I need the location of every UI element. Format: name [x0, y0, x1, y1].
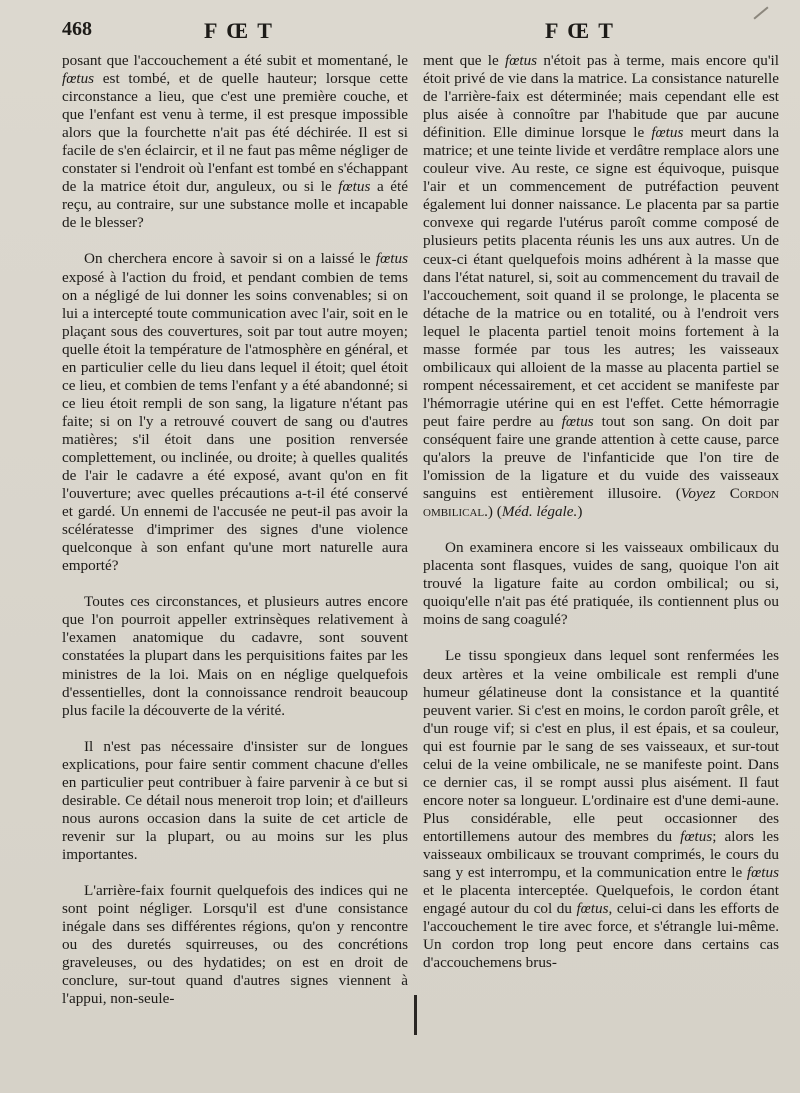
gutter-mark — [414, 995, 417, 1035]
italic-run: fœtus — [561, 412, 594, 430]
text-run: exposé à l'action du froid, et pendant combien de tems on a négligé de lui donner les soins convenables; si on lui a intercepté toute communication avec l'air, soit en le plaçant sous des couvertures, soit par tout autre moyen; quelle étoit la température de l'atmosphère en général, et en particulier celle du lieu dans lequel il étoit; quel étoit ce lieu, et combien de tems l'enfant y a été abandonné; si ce lieu étoit rempli de son sang, la ligature n'étant pas faite; si on l'y a retrouvé couvert de sang ou d'autres matières; s'il étoit dans une position renversée complettement, ou inclinée, ou droite; à quelles qualités de l'air le cadavre a été exposé, avant qu'on en fit l'ouverture; avec quelles précautions a-t-il été conservé et gardé. Un ennemi de l'accusée ne peut-il pas avoir la scélératesse d'imprimer des signes d'une violence quelconque à son enfant qu'une mort naturelle aura emporté? — [62, 268, 408, 575]
text-run: tout son sang. On doit par conséquent faire une grande attention à cette cause, parce qu'alors la preuve de l'infanticide que l'on tire de l'omission de la ligature et du vuide des vaisseaux sanguins est entièrement illusoire. ( — [423, 412, 779, 503]
text-run: .) ( — [484, 503, 502, 521]
left-running-head: F Œ T — [204, 18, 274, 43]
text-run: n'étoit pas à terme, mais encore qu'il étoit privé de vie dans la matrice. La consistance naturelle de l'arrière-faix est déterminée; mais cependant elle est plus aisée à connoître par l'habitude que par aucune définition. Elle diminue lorsque le — [423, 52, 779, 142]
italic-run: fœtus — [746, 864, 779, 882]
paragraph — [62, 250, 408, 575]
paragraph — [423, 52, 779, 521]
text-run: ment que le — [423, 52, 505, 69]
italic-run: fœtus — [651, 124, 684, 142]
paragraph — [62, 593, 408, 719]
italic-run: fœtus — [576, 900, 609, 918]
text-run: On examinera encore si les vaisseaux ombilicaux du placenta sont flasques, vuides de sang, quoique l'on ait trouvé la ligature faite au cordon ombilical; ou si, quoiqu'elle n'ait pas été pratiquée, ils contiennent plus ou moins de sang coagulé? — [423, 539, 779, 629]
paragraph — [423, 647, 779, 972]
text-run: On cherchera encore à savoir si on a laissé le — [84, 250, 376, 268]
right-running-head: F Œ T — [545, 18, 615, 43]
italic-run: fœtus — [505, 52, 538, 69]
italic-run: fœtus — [375, 250, 408, 268]
paragraph — [423, 539, 779, 629]
text-run: est tombé, et de quelle hauteur; lorsque cette circonstance a lieu, que c'est une première couche, et que l'enfant est venu à terme, il est presque impossible alors que la fourchette n'ait pas été déchirée. Il est si facile de s'en éclaircir, et il ne faut pas même négliger de constater si l'endroit où l'enfant est tombé en s'échappant de la matrice étoit dur, anguleux, ou si le — [62, 70, 408, 196]
text-run: Toutes ces circonstances, et plusieurs autres encore que l'on pourroit appeller extrinsèques relativement à l'examen anatomique du cadavre, sont souvent constatées la plupart dans les perquisitions faites par les ministres de la loi. Mais on en néglige quelquefois d'essentielles, dont la connoissance rendroit beaucoup plus facile la découverte de la vérité. — [62, 593, 408, 719]
text-run: , celui-ci dans les efforts de l'accouchement le tire avec force, et s'étrangle lui-même. Un cordon trop long peut encore dans certains cas d'accouchemens brus- — [423, 900, 779, 972]
italic-run: Méd. légale. — [501, 503, 578, 521]
text-run — [715, 485, 729, 502]
text-run: Le tissu spongieux dans lequel sont renfermées les deux artères et la veine ombilicale est rempli d'une humeur gélatineuse dont la consistance et la quantité peuvent varier. Si c'est en moins, le cordon paroît grêle, et d'un rouge vif; si c'est en plus, il est épais, et sa couleur, qui est fournie par le sang de ses vaisseaux, et sur-tout celui de la veine ombilicale, ne se manifeste point. Dans ce dernier cas, il se rompt aussi plus aisément. Il faut encore noter sa longueur. L'ordinaire est d'une demi-aune. Plus considérable, elle peut occasionner des entortillemens autour des membres du — [423, 647, 779, 845]
italic-run: fœtus — [680, 827, 713, 845]
text-run: Cordon ombilical — [423, 485, 780, 521]
right-column — [423, 52, 779, 972]
italic-run: Voyez — [680, 485, 716, 503]
paragraph — [62, 52, 408, 232]
text-run: meurt dans la matrice; et une teinte livide et verdâtre remplace alors une couleur vive. Au reste, ce signe est équivoque, puisque l'air et un commencement de putréfaction peuvent également lui donner naissance. Le placenta par sa partie convexe qui regarde l'utérus paroît comme composé de plusieurs petits placenta réunis les uns aux autres. Un de ceux-ci étant quelquefois moins adhérent à la masse que dans l'état naturel, si, soit au commencement du travail de l'accouchement, soit quand il se prolonge, le placenta se détache de la matrice ou en totalité, ou à l'endroit vers lequel le placenta partiel tenoit moins fortement à la masse formée par tous les autres; les vaisseaux ombilicaux qui alloient de la masse au placenta partiel se rompent nécessairement, et cet accident se manifeste par l'hémorragie utérine qui en est l'effet. Cette hémorragie peut faire perdre au — [423, 124, 779, 430]
paragraph — [62, 882, 408, 1008]
text-run: posant que l'accouchement a été subit et momentané, le — [62, 52, 408, 69]
running-header — [62, 18, 764, 48]
text-run: a été reçu, au contraire, sur une substance molle et incapable de le blesser? — [62, 178, 408, 232]
paragraph — [62, 738, 408, 864]
text-run: et le placenta interceptée. Quelquefois, le cordon étant engagé autour du col du — [423, 882, 779, 918]
italic-run: fœtus — [338, 178, 371, 196]
italic-run: fœtus — [62, 70, 95, 88]
text-run: ) — [577, 503, 583, 521]
text-run: L'arrière-faix fournit quelquefois des indices qui ne sont point négliger. Lorsqu'il est d'une consistance inégale dans ses différentes régions, qu'on y rencontre ou des duretés squirreuses, ou des concrétions graveleuses, ou des hydatides; on est en droit de conclure, sur-tout quand d'autres signes viennent à l'appui, non-seule- — [62, 881, 408, 1008]
text-run: Il n'est pas nécessaire d'insister sur de longues explications, pour faire sentir comment chacune d'elles en particulier peut contribuer à faire parvenir à ce but si desirable. Ce détail nous meneroit trop loin; et d'ailleurs nous aurons occasion dans la suite de cet article de revenir sur la plupart, ou au moins sur les plus importantes. — [62, 737, 408, 863]
text-run: ; alors les vaisseaux ombilicaux se trouvant comprimés, le cours du sang y est interrompu, et la communication entre le — [423, 827, 779, 882]
left-column — [62, 52, 408, 1008]
page-number: 468 — [62, 18, 92, 40]
